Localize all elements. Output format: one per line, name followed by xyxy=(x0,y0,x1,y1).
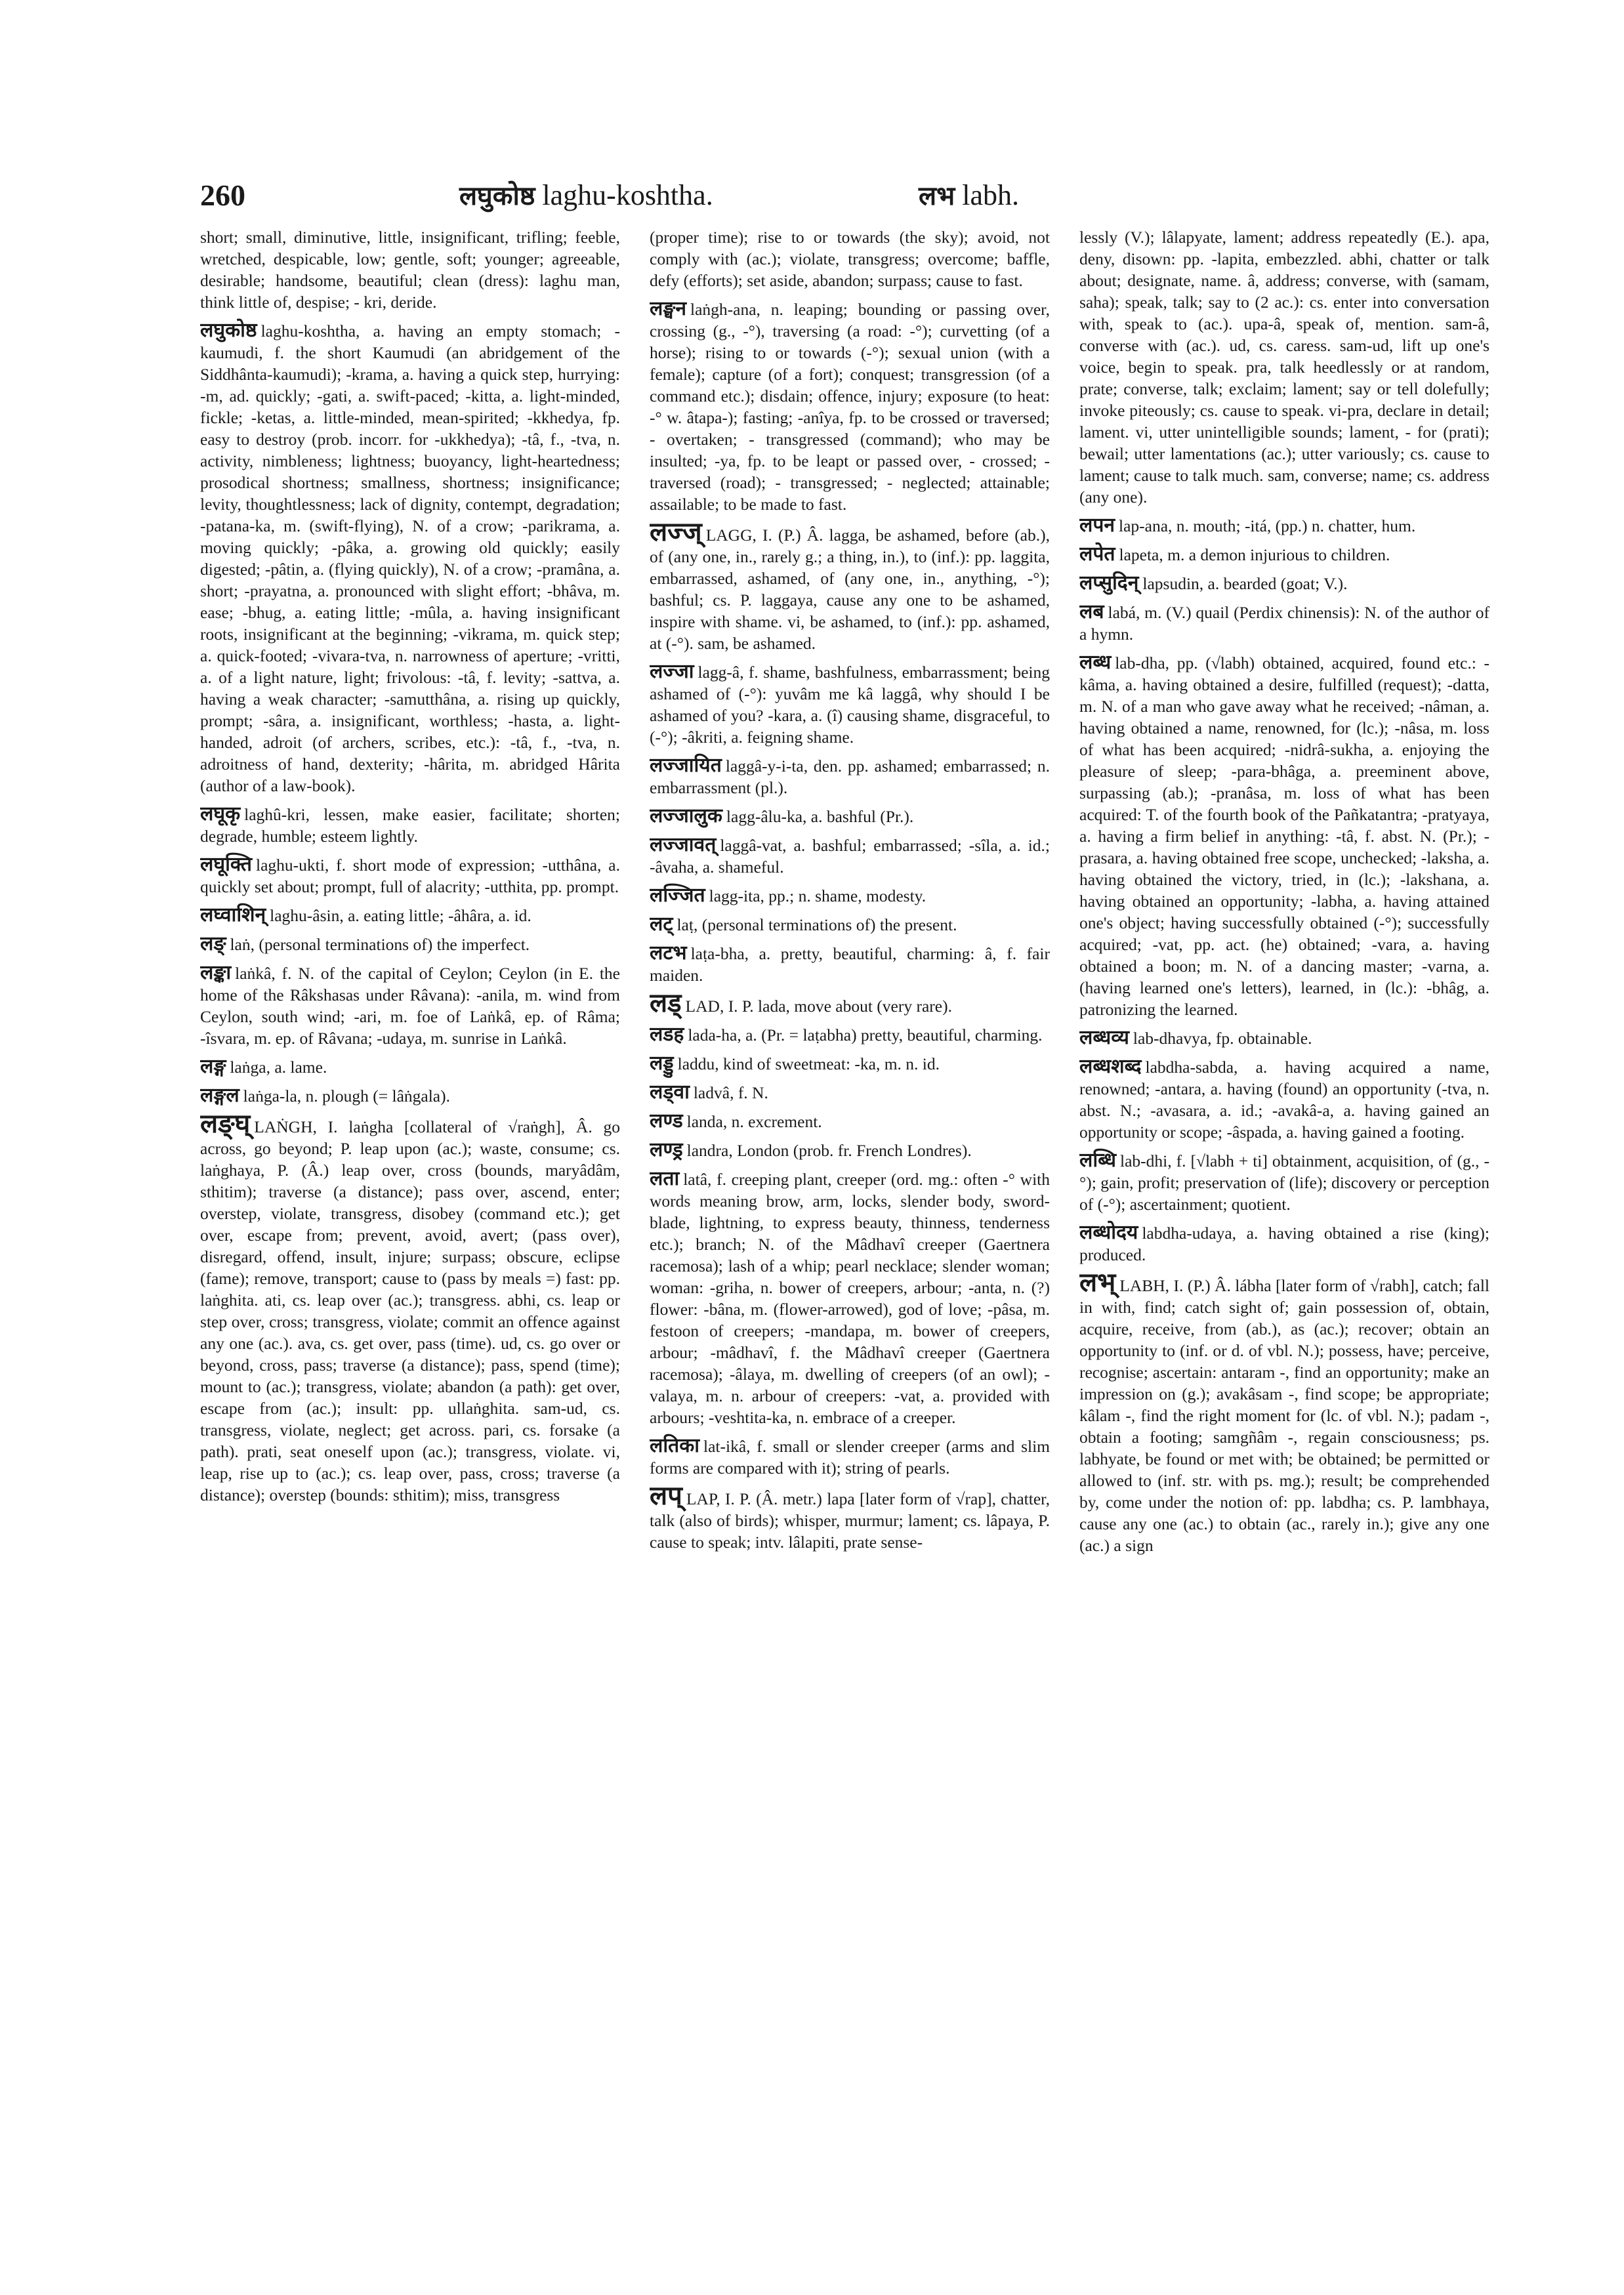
dictionary-entry xyxy=(650,1139,1050,1161)
entry-text: LAD, I. P. lada, move about (very rare). xyxy=(685,997,952,1016)
dictionary-entry xyxy=(650,1023,1050,1046)
entry-headword-devanagari: लघूकृ xyxy=(200,802,241,825)
dictionary-entry xyxy=(1079,1268,1489,1556)
dictionary-entry xyxy=(650,661,1050,748)
entry-text: lapeta, m. a demon injurious to children. xyxy=(1119,545,1390,564)
page-number: 260 xyxy=(200,178,245,212)
dictionary-entry xyxy=(200,1056,620,1078)
dictionary-entry xyxy=(650,942,1050,986)
entry-text: lap-ana, n. mouth; -itá, (pp.) n. chatter, hum. xyxy=(1119,516,1416,535)
entry-headword-devanagari: लब्धव्य xyxy=(1079,1026,1129,1049)
entry-headword-devanagari: लड् xyxy=(650,988,682,1018)
entry-text: LABH, I. (P.) Â. lábha [later form of √rabh], catch; fall in with, find; catch sight of; gain possession of, obtain, acquire, receive, from (ab.), as (ac.); recover; obtain an opportunity to (inf. or d. of vbl. N.); possess, have; perceive, recognise; ascertain: antaram -, find an opportunity; make an impression on (g.); avakâsam -, find scope; be appropriate; kâlam -, find the right moment for (lc. of vbl. N.); padam -, obtain a footing; samgñâm -, regain consciousness; ps. labhyate, be found or met with; be obtained; be permitted or allowed to (inf. str. with ps. mg.); result; be comprehended by, come under the notion of: pp. labdha; cs. P. lambhaya, cause any one (ac.) to obtain (ac., rarely in.); give any one (ac.) a sign xyxy=(1079,1276,1489,1555)
entry-text: laddu, kind of sweetmeat: -ka, m. n. id. xyxy=(677,1054,940,1073)
entry-headword-devanagari: लङ्का xyxy=(200,961,232,984)
entry-headword-devanagari: लघूक्ति xyxy=(200,853,253,876)
entry-text: landa, n. excrement. xyxy=(686,1112,822,1131)
entry-headword-devanagari: लघुकोष्ठ xyxy=(200,319,257,342)
dictionary-entry xyxy=(650,1435,1050,1479)
entry-text: laṅ, (personal terminations of) the imperfect. xyxy=(230,935,530,954)
entry-text: latâ, f. creeping plant, creeper (ord. mg.: often -° with words meaning brow, arm, locks, slender body, sword-blade, lightning, to express beauty, thinness, tenderness etc.); branch; N. of the Mâdhavî creeper (Gaertnera racemosa); lash of a whip; pearl necklace; slender woman; woman: -griha, n. bower of creepers, arbour; -anta, n. (?) flower: -bâna, m. (flower-arrowed), god of love; -pâsa, m. festoon of creepers; -mandapa, m. bower of creepers, arbour; -mâdhavî, f. the Mâdhavî creeper (Gaertnera racemosa); -âlaya, m. dwelling of creepers (of an owl); -valaya, m. n. arbour of creepers: -vat, a. provided with arbours; -veshtita-ka, n. embrace of a creeper. xyxy=(650,1170,1050,1427)
dictionary-entry xyxy=(200,854,620,898)
dictionary-entry xyxy=(1079,1149,1489,1215)
dictionary-entry xyxy=(650,805,1050,827)
dictionary-entry xyxy=(650,755,1050,798)
entry-headword-devanagari: लण्ड्र xyxy=(650,1138,683,1161)
entry-text: (proper time); rise to or towards (the sky); avoid, not comply with (ac.); violate, transgress; overcome; baffle, defy (efforts); set aside, abandon; surpass; cause to fast. xyxy=(650,228,1050,290)
entry-headword-devanagari: लपन xyxy=(1079,514,1115,537)
dictionary-entry xyxy=(200,962,620,1049)
entry-headword-devanagari: लङ्ग xyxy=(200,1055,226,1078)
entry-headword-devanagari: लज्जित xyxy=(650,884,705,907)
dictionary-entry xyxy=(200,803,620,847)
entry-text: laghu-âsin, a. eating little; -âhâra, a. id. xyxy=(270,906,531,925)
entry-text: lagg-â, f. shame, bashfulness, embarrassment; being ashamed of (-°): yuvâm me kâ laggâ, why should I be ashamed of you? -kara, a. (î) causing shame, disgraceful, to (-°); -âkriti, a. feigning shame. xyxy=(650,663,1050,747)
entry-text: laghu-ukti, f. short mode of expression; -utthâna, a. quickly set about; prompt, full of alacrity; -utthita, pp. prompt. xyxy=(200,856,620,896)
dictionary-entry xyxy=(200,320,620,796)
dictionary-entry xyxy=(650,1110,1050,1132)
entry-headword-devanagari: लट् xyxy=(650,913,673,936)
entry-headword-devanagari: लभ् xyxy=(1079,1268,1116,1298)
entry-text: laṅga-la, n. plough (= lâṅgala). xyxy=(243,1086,450,1106)
dictionary-entry xyxy=(1079,572,1489,594)
entry-text: landra, London (prob. fr. French Londres). xyxy=(686,1141,972,1160)
dictionary-entry xyxy=(650,1052,1050,1075)
dictionary-entry xyxy=(650,988,1050,1018)
dictionary-entry xyxy=(650,913,1050,936)
entry-headword-devanagari: लज्जायित xyxy=(650,754,722,777)
entry-text: lab-dhi, f. [√labh + ti] obtainment, acquisition, of (g., -°); gain, profit; preservation of (life); discovery or perception of (-°); ascertainment; quotient. xyxy=(1079,1151,1489,1214)
entry-headword-devanagari: लता xyxy=(650,1167,680,1190)
entry-headword-devanagari: लज्जावत् xyxy=(650,833,717,856)
header-left-word xyxy=(459,176,713,216)
entry-headword-devanagari: लज्जालुक xyxy=(650,804,722,827)
entry-headword-devanagari: लपेत xyxy=(1079,543,1115,566)
dictionary-entry xyxy=(200,933,620,955)
entry-headword-devanagari: लघ्वाशिन् xyxy=(200,903,266,926)
entry-headword-devanagari: लब xyxy=(1079,600,1104,623)
entry-headword-devanagari: लङ्घ् xyxy=(200,1109,251,1139)
dictionary-entry xyxy=(200,904,620,926)
entry-text: lab-dha, pp. (√labh) obtained, acquired, found etc.: -kâma, a. having obtained a desire, fulfilled (request); -datta, m. N. of a man who gave away what he received; -nâman, a. having obtained a name, renowned, for (lc.); -nâsa, m. loss of what has been acquired; -nidrâ-sukha, a. enjoying the pleasure of sleep; -para-bhâga, a. preeminent above, surpassing (ab.); -pranâsa, m. loss of what has been acquired: T. of the fourth book of the Pañkatantra; -pratyaya, a. having a firm belief in anything: -tâ, f. abst. N. (Pr.); -prasara, a. having obtained free scope, unchecked; -laksha, a. having obtained the victory, tried, in (lc.); -lakshana, a. having obtained an opportunity; -labha, a. having attained one's object; having successfully obtained (-°); successfully acquired; -vat, pp. act. (he) obtained; -vara, a. having obtained a boon; m. N. of a dancing master; -varna, a. (having learned one's letters), learned, in (lc.): -bhâg, a. patronizing the learned. xyxy=(1079,653,1489,1019)
column-1 xyxy=(200,226,620,2273)
entry-headword-devanagari: लज्जा xyxy=(650,660,694,683)
dictionary-entry xyxy=(650,226,1050,291)
dictionary-entry xyxy=(1079,514,1489,537)
entry-headword-devanagari: लप् xyxy=(650,1481,682,1511)
dictionary-entry xyxy=(1079,601,1489,645)
entry-text: ladvâ, f. N. xyxy=(693,1083,768,1102)
dictionary-entry xyxy=(650,1481,1050,1553)
entry-text: lessly (V.); lâlapyate, lament; address repeatedly (E.). apa, deny, disown: pp. -lapita, embezzled. abhi, chatter or talk about; designate, name. â, address; converse, with (samam, saha); speak, talk; say to (2 ac.): cs. enter into conversation with, speak to (ac.). upa-â, speak of, mention. sam-â, converse with (ac.). ud, cs. caress. sam-ud, lift up one's voice, begin to speak. pra, talk heedlessly or at random, prate; converse, talk; exclaim; lament; say or tell dolefully; invoke piteously; cs. cause to speak. vi-pra, declare in detail; lament. vi, utter unintelligible sounds; lament, - for (prati); bewail; utter lamentations (ac.); utter variously; cs. cause to lament; cause to talk much. sam, converse; name; cs. address (any one). xyxy=(1079,228,1489,507)
entry-text: LAṄGH, I. laṅgha [collateral of √raṅgh], Â. go across, go beyond; P. leap upon (ac.); waste, consume; cs. laṅghaya, P. (Â.) leap over, cross (bounds, maryâdâm, sthitim); traverse (a distance); pass over, ascend, enter; overstep, violate, transgress, disobey (command etc.); get over, escape from; prevent, avoid, avert; (pass over), disregard, offend, insult, injure; surpass; obscure, eclipse (fame); remove, transport; cause to (pass by meals =) fast: pp. laṅghita. ati, cs. leap over (ac.); transgress. abhi, cs. leap or step over, cross; transgress, violate; commit an offence against any one (ac.). ava, cs. get over, pass (time). ud, cs. go over or beyond, cross, pass; traverse (a distance); pass, spend (time); mount to (ac.); transgress, violate; abandon (a path): get over, escape from (ac.); insult: pp. ullaṅghita. sam-ud, cs. transgress, violate, neglect; get across. pari, cs. forsake (a path). prati, seat oneself upon (ac.); transgress, violate. vi, leap, rise up to (ac.); cs. leap over, pass, cross; traverse (a distance); overstep (bounds: sthitim); miss, transgress xyxy=(200,1117,620,1504)
running-header xyxy=(200,176,1102,215)
entry-text: LAP, I. P. (Â. metr.) lapa [later form of √rap], chatter, talk (also of birds); whisper, murmur; lament; cs. lâpaya, P. cause to speak; intv. lâlapiti, prate sense- xyxy=(650,1489,1050,1552)
header-left-devanagari: लघुकोष्ठ xyxy=(459,181,535,211)
entry-headword-devanagari: लड्डु xyxy=(650,1052,674,1075)
entry-text: lapsudin, a. bearded (goat; V.). xyxy=(1142,574,1348,593)
entry-headword-devanagari: लब्ध xyxy=(1079,651,1112,674)
dictionary-entry xyxy=(1079,651,1489,1020)
entry-text: laṅkâ, f. N. of the capital of Ceylon; Ceylon (in E. the home of the Râkshasas under Râvana): -anila, m. wind from Ceylon, south wind; -ari, m. foe of Laṅkâ, ep. of Râma; -îsvara, m. ep. of Râvana; -udaya, m. sunrise in Laṅkâ. xyxy=(200,964,620,1048)
dictionary-entry xyxy=(1079,1222,1489,1266)
entry-text: lab-dhavya, fp. obtainable. xyxy=(1133,1029,1312,1048)
entry-headword-devanagari: लब्धि xyxy=(1079,1149,1116,1172)
entry-text: laggâ-vat, a. bashful; embarrassed; -sîla, a. id.; -âvaha, a. shameful. xyxy=(650,836,1050,877)
dictionary-entry xyxy=(1079,1056,1489,1143)
dictionary-entry xyxy=(200,1085,620,1107)
dictionary-entry xyxy=(650,1168,1050,1428)
entry-headword-devanagari: लब्धशब्द xyxy=(1079,1055,1142,1078)
entry-text: laṭ, (personal terminations of) the present. xyxy=(677,915,957,934)
entry-text: lagg-ita, pp.; n. shame, modesty. xyxy=(709,886,927,905)
entry-headword-devanagari: लब्धोदय xyxy=(1079,1221,1138,1244)
entry-headword-devanagari: लङ्घन xyxy=(650,297,686,320)
entry-text: laggâ-y-i-ta, den. pp. ashamed; embarrassed; n. embarrassment (pl.). xyxy=(650,756,1050,797)
entry-text: LAGG, I. (P.) Â. lagga, be ashamed, before (ab.), of (any one, in., rarely g.; a thing, in.), to (inf.): pp. laggita, embarrassed, ashamed, of (any one, in., anything, -°); bashful; cs. P. laggaya, cause any one to be ashamed, inspire with shame. vi, be ashamed, to (inf.): pp. ashamed, at (-°). sam, be ashamed. xyxy=(650,526,1050,653)
entry-text: short; small, diminutive, little, insignificant, trifling; feeble, wretched, despicable, low; gentle, soft; younger; agreeable, desirable; handsome, beautiful; clean (dress): laghu man, think little of, despise; - kri, deride. xyxy=(200,228,620,312)
dictionary-entry xyxy=(1079,226,1489,508)
entry-text: lada-ha, a. (Pr. = laṭabha) pretty, beautiful, charming. xyxy=(688,1025,1043,1044)
dictionary-entry xyxy=(650,298,1050,515)
entry-text: labdha-sabda, a. having acquired a name, renowned; -antara, a. having (found) an opportunity (-tva, n. abst. N.; -avasara, a. id.; -avakâ-a, a. having gained an opportunity or scope; -âspada, a. having gained a footing. xyxy=(1079,1058,1489,1142)
entry-headword-devanagari: लतिका xyxy=(650,1434,700,1457)
dictionary-entry xyxy=(200,1109,620,1506)
header-right-devanagari: लभ xyxy=(919,181,955,211)
entry-headword-devanagari: लडह xyxy=(650,1023,684,1046)
entry-headword-devanagari: लड्वा xyxy=(650,1081,690,1104)
header-right-word xyxy=(919,176,1019,216)
entry-text: lagg-âlu-ka, a. bashful (Pr.). xyxy=(726,807,914,826)
dictionary-entry xyxy=(650,834,1050,878)
entry-headword-devanagari: लण्ड xyxy=(650,1109,683,1132)
column-3 xyxy=(1079,226,1489,2273)
dictionary-entry xyxy=(650,517,1050,654)
entry-text: laghu-koshtha, a. having an empty stomach; -kaumudi, f. the short Kaumudi (an abridgement of the Siddhânta-kaumudi); -krama, a. having a quick step, hurrying: -m, ad. quickly; -gati, a. swift-paced; -kitta, a. light-minded, fickle; -ketas, a. little-minded, mean-spirited; -kkhedya, fp. easy to destroy (prob. incorr. for -ukkhedya); -tâ, f., -tva, n. activity, nimbleness; lightness; buoyancy, light-heartedness; prosodical shortness; smallness, shortness; insignificance; levity, thoughtlessness; lack of dignity, contempt, degradation; -patana-ka, m. (swift-flying), N. of a crow; -parikrama, a. moving quickly; -pâka, a. growing old quickly; easily digested; -pâtin, a. (flying quickly), N. of a crow; -pramâna, a. short; -prayatna, a. pronounced with slight effort; -bhâva, m. ease; -bhug, a. eating little; -mûla, a. having insignificant roots, insignificant at the beginning; -vikrama, m. quick step; a. quick-footed; -vivara-tva, n. narrowness of aperture; -vritti, a. of a light nature, light; frivolous: -tâ, f. levity; -sattva, a. having a weak character; -samutthâna, a. rising up quickly, prompt; -sâra, a. insignificant, worthless; -hasta, a. light-handed, adroit (of archers, scribes, etc.): -tâ, f., -tva, n. adroitness of hand, dexterity; -hârita, m. abridged Hârita (author of a law-book). xyxy=(200,321,620,795)
column-2 xyxy=(650,226,1050,2273)
entry-text: laṅgh-ana, n. leaping; bounding or passing over, crossing (g., -°), traversing (a road: -°); curvetting (of a horse); rising to or towards (-°); sexual union (with a female); capture (of a fort); conquest; transgression (of a command etc.); disdain; offence, injury; exposure (to heat: -° w. âtapa-); fasting; -anîya, fp. to be crossed or traversed; - overtaken; - transgressed (command); who may be insulted; -ya, fp. to be leapt or passed over, - crossed; - traversed (road); - transgressed; - neglected; attainable; assailable; to be made to fast. xyxy=(650,300,1050,514)
entry-text: laṭa-bha, a. pretty, beautiful, charming: â, f. fair maiden. xyxy=(650,944,1050,985)
entry-text: laṅga, a. lame. xyxy=(230,1058,327,1077)
entry-headword-devanagari: लज्ज् xyxy=(650,517,702,547)
entry-headword-devanagari: लप्सुदिन् xyxy=(1079,571,1139,594)
header-left-roman: laghu-koshtha. xyxy=(542,179,713,211)
dictionary-entry xyxy=(650,884,1050,907)
dictionary-entry xyxy=(1079,543,1489,566)
header-right-roman: labh. xyxy=(962,179,1020,211)
entry-text: labdha-udaya, a. having obtained a rise (king); produced. xyxy=(1079,1224,1489,1264)
entry-headword-devanagari: लटभ xyxy=(650,941,687,964)
entry-text: labá, m. (V.) quail (Perdix chinensis): N. of the author of a hymn. xyxy=(1079,603,1489,644)
dictionary-entry xyxy=(200,226,620,313)
dictionary-entry xyxy=(1079,1027,1489,1049)
entry-headword-devanagari: लङ्गल xyxy=(200,1084,239,1107)
entry-text: lat-ikâ, f. small or slender creeper (arms and slim forms are compared with it); string of pearls. xyxy=(650,1437,1050,1478)
entry-headword-devanagari: लङ् xyxy=(200,932,226,955)
dictionary-entry xyxy=(650,1081,1050,1104)
entry-text: laghû-kri, lessen, make easier, facilitate; shorten; degrade, humble; esteem lightly. xyxy=(200,805,620,846)
